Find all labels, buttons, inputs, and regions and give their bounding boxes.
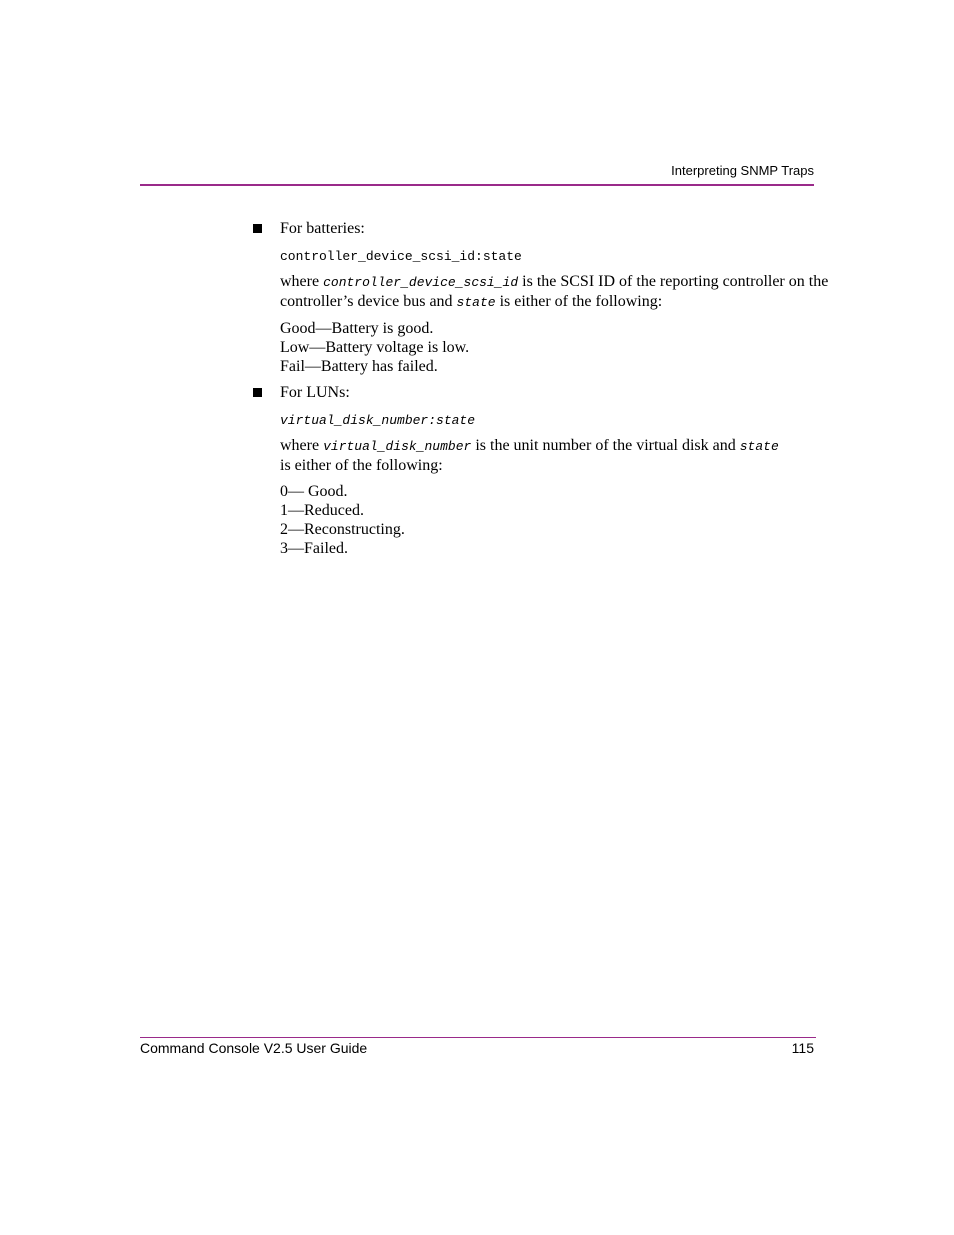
list-item: Good—Battery is good.: [280, 320, 434, 337]
bullet-item-luns: [253, 383, 833, 403]
list-item: Low—Battery voltage is low.: [280, 339, 470, 356]
running-header: Interpreting SNMP Traps: [671, 163, 814, 178]
variable-code: virtual_disk_number: [323, 439, 472, 454]
square-bullet-icon: [253, 388, 262, 397]
footer-guide-title: Command Console V2.5 User Guide: [140, 1040, 368, 1056]
battery-description: [253, 272, 833, 312]
bullet-item-batteries: [253, 219, 833, 239]
page-body: [253, 219, 833, 558]
text-run: is either of the following:: [280, 457, 443, 474]
list-item: 0— Good.: [280, 483, 348, 500]
battery-syntax: [253, 247, 833, 265]
list-item: 2—Reconstructing.: [280, 521, 405, 538]
text-run: is either of the following:: [495, 293, 663, 310]
square-bullet-icon: [253, 224, 262, 233]
lun-description: [253, 436, 833, 475]
bullet-label: For batteries:: [280, 220, 365, 237]
battery-syntax-code: controller_device_scsi_id:state: [280, 249, 522, 264]
text-run: is the unit number of the virtual disk and: [471, 437, 740, 454]
lun-syntax-code: virtual_disk_number:state: [280, 413, 476, 428]
footer-rule: [140, 1037, 816, 1038]
page-number: 115: [791, 1040, 814, 1056]
list-item: 3—Failed.: [280, 540, 348, 557]
header-rule: [140, 184, 814, 186]
lun-syntax: [253, 411, 833, 429]
variable-code: state: [456, 295, 496, 310]
list-item: 1—Reduced.: [280, 502, 364, 519]
lun-states-list: [253, 482, 833, 558]
battery-states-list: [253, 319, 833, 376]
text-run: where: [280, 437, 324, 454]
text-run: is the SCSI ID of the reporting controller on the controller’s device bus and: [280, 273, 829, 310]
variable-code: controller_device_scsi_id: [323, 275, 519, 290]
variable-code: state: [739, 439, 779, 454]
list-item: Fail—Battery has failed.: [280, 358, 438, 375]
bullet-label: For LUNs:: [280, 384, 350, 401]
text-run: where: [280, 273, 324, 290]
